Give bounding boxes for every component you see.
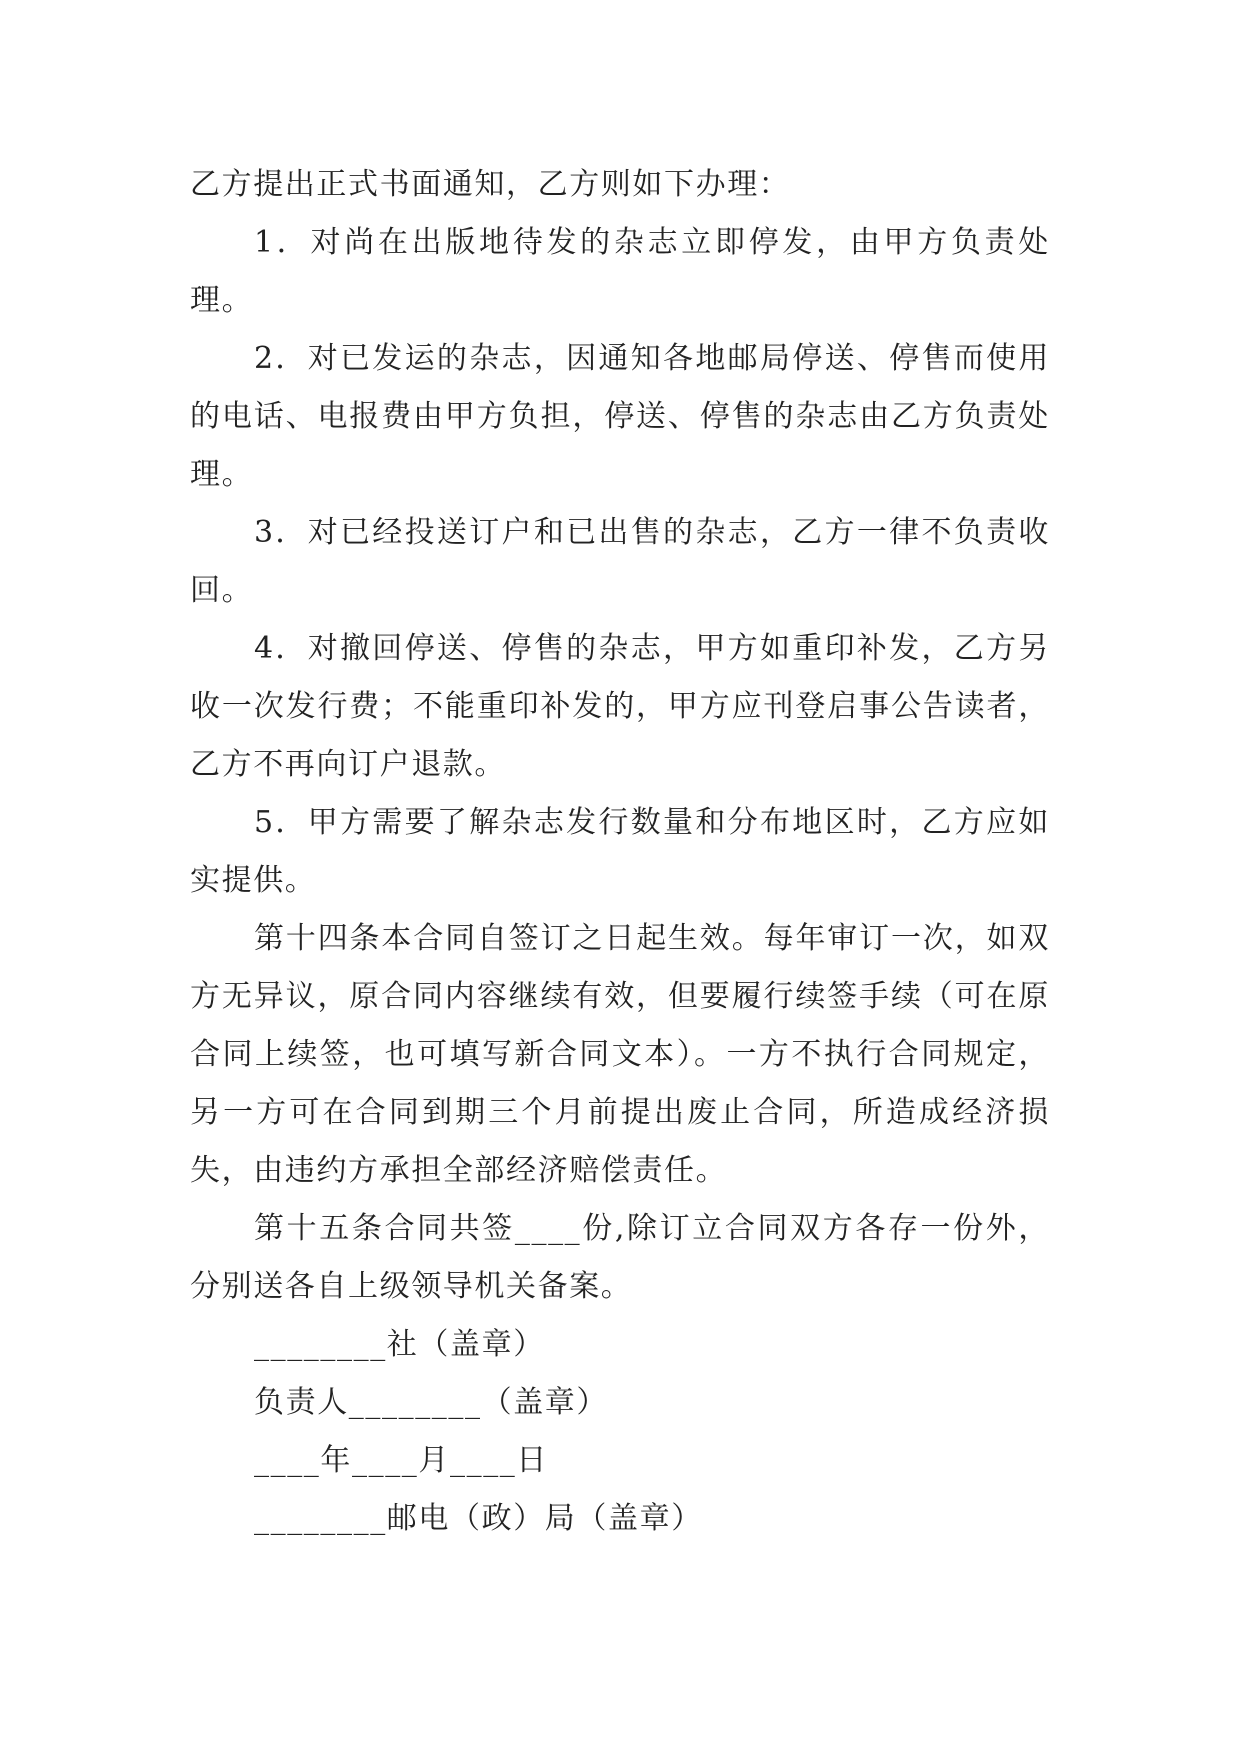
signature-line-publisher: ________社（盖章） <box>254 1327 545 1362</box>
signature-line-responsible-person: 负责人________（盖章） <box>254 1385 608 1420</box>
signature-line-date: ____年____月____日 <box>254 1443 548 1478</box>
paragraph-item-4: 4．对撤回停送、停售的杂志，甲方如重印补发，乙方另收一次发行费；不能重印补发的，甲方应刊登启事公告读者，乙方不再向订户退款。 <box>190 631 1050 782</box>
document-body <box>190 156 1050 1548</box>
paragraph-item-2: 2．对已发运的杂志，因通知各地邮局停送、停售而使用的电话、电报费由甲方负担，停送、停售的杂志由乙方负责处理。 <box>190 341 1050 492</box>
paragraph-item-5: 5．甲方需要了解杂志发行数量和分布地区时，乙方应如实提供。 <box>190 805 1050 898</box>
paragraph-item-3: 3．对已经投送订户和已出售的杂志，乙方一律不负责收回。 <box>190 515 1050 608</box>
paragraph-article-15: 第十五条合同共签____份,除订立合同双方各存一份外，分别送各自上级领导机关备案。 <box>190 1211 1050 1304</box>
paragraph-article-14: 第十四条本合同自签订之日起生效。每年审订一次，如双方无异议，原合同内容继续有效，但要履行续签手续（可在原合同上续签，也可填写新合同文本）。一方不执行合同规定，另一方可在合同到期三个月前提出废止合同，所造成经济损失，由违约方承担全部经济赔偿责任。 <box>190 921 1050 1188</box>
paragraph-intro: 乙方提出正式书面通知，乙方则如下办理： <box>190 167 791 202</box>
signature-line-post-office: ________邮电（政）局（盖章） <box>254 1501 703 1536</box>
paragraph-item-1: 1．对尚在出版地待发的杂志立即停发，由甲方负责处理。 <box>190 225 1050 318</box>
